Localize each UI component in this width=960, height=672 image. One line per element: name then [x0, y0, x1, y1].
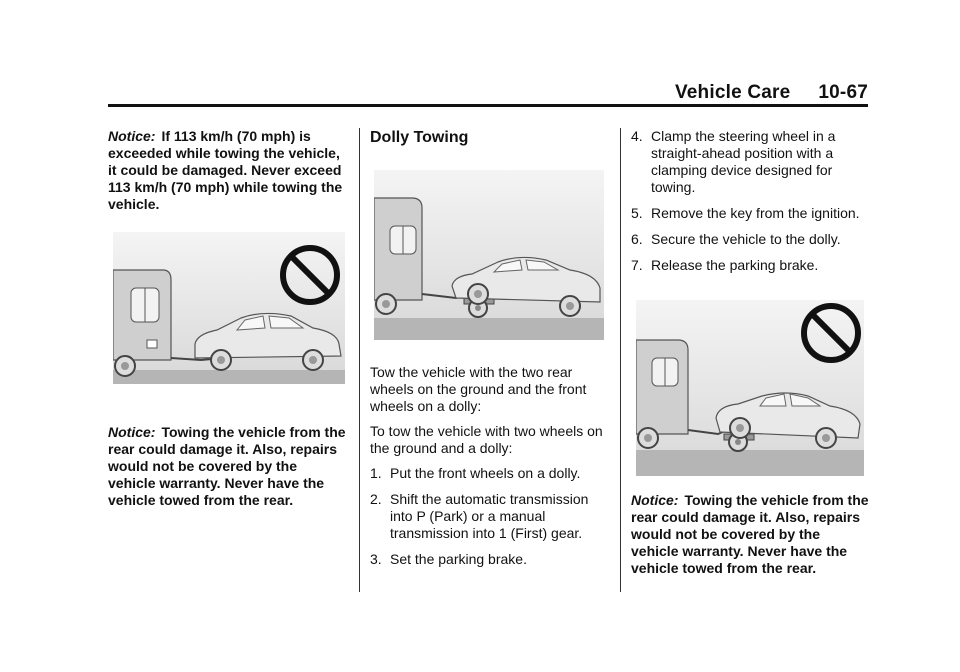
header-rule — [108, 104, 868, 107]
list-item: 4. Clamp the steering wheel in a straight-ahead position with a clamping device designed for towing. — [631, 128, 836, 195]
right-column — [631, 128, 871, 283]
section-title: Vehicle Care — [674, 82, 791, 103]
list-item: 3. Set the parking brake. — [370, 551, 527, 567]
notice-label: Notice: — [108, 128, 156, 144]
dolly-steps-list-continued — [631, 128, 871, 274]
right-column-lower — [631, 492, 871, 585]
list-item: 1. Put the front wheels on a dolly. — [370, 465, 581, 481]
middle-column-lower — [370, 364, 610, 577]
dolly-steps-list — [370, 465, 610, 568]
dolly-towing-illustration — [374, 170, 604, 340]
notice-speed — [108, 128, 348, 213]
notice-rear-towing-2 — [631, 492, 871, 577]
notice-text: Towing the vehicle from the rear could damage it. Also, repairs would not be covered by the vehicle warranty. Never have the vehicle towed from the rear. — [631, 492, 869, 576]
section-heading: Dolly Towing — [370, 129, 469, 146]
list-item: 7. Release the parking brake. — [631, 257, 819, 273]
column-divider-2 — [620, 128, 621, 592]
column-divider-1 — [359, 128, 360, 592]
notice-rear-towing — [108, 424, 348, 509]
notice-label: Notice: — [108, 424, 156, 440]
notice-label: Notice: — [631, 492, 679, 508]
list-item: 6. Secure the vehicle to the dolly. — [631, 231, 841, 247]
list-item: 5. Remove the key from the ignition. — [631, 205, 860, 221]
dolly-intro-paragraph: Tow the vehicle with the two rear wheels on the ground and the front wheels on a dolly: — [370, 364, 587, 414]
page-number: 10-67 — [818, 82, 868, 103]
notice-text: If 113 km/h (70 mph) is exceeded while towing the vehicle, it could be damaged. Never exceed 113 km/h (70 mph) while towing the vehicle. — [108, 128, 343, 212]
left-column — [108, 128, 348, 221]
left-column-lower — [108, 424, 348, 517]
notice-text: Towing the vehicle from the rear could damage it. Also, repairs would not be covered by the vehicle warranty. Never have the vehicle towed from the rear. — [108, 424, 346, 508]
list-item: 2. Shift the automatic transmission into P (Park) or a manual transmission into 1 (First) gear. — [370, 491, 589, 541]
middle-column — [370, 128, 610, 166]
page-header — [675, 82, 868, 104]
towing-prohibited-illustration-2 — [636, 300, 864, 476]
towing-prohibited-illustration-1 — [113, 232, 345, 384]
dolly-steps-intro: To tow the vehicle with two wheels on the ground and a dolly: — [370, 423, 603, 456]
